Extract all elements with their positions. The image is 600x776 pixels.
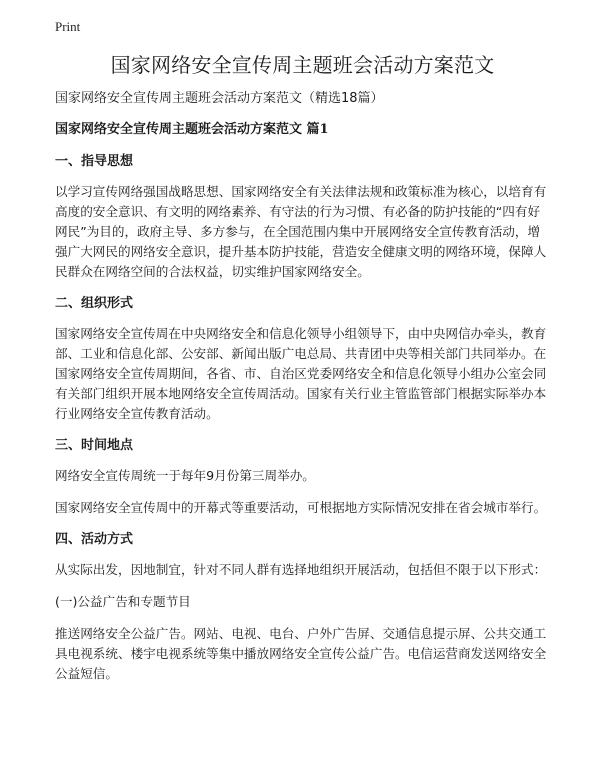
document-subtitle: 国家网络安全宣传周主题班会活动方案范文（精选18篇） — [55, 91, 384, 106]
section-activity-methods — [55, 530, 550, 684]
section-heading: 三、时间地点 — [55, 438, 134, 453]
section-paragraph: 国家网络安全宣传周中的开幕式等重要活动，可根据地方实际情况安排在省会城市举行。 — [55, 500, 547, 515]
section-organization — [55, 294, 550, 424]
print-link[interactable]: Print — [55, 19, 81, 34]
section-paragraph: 以学习宣传网络强国战略思想、国家网络安全有关法律法规和政策标准为核心，以培育有高度的安全意识、有文明的网络素养、有守法的行为习惯、有必备的防护技能的“四有好网民”为目的，政府主导、多方参与，在全国范围内集中开展网络安全宣传教育活动，增强广大网民的网络安全意识，提升基本防护技能，营造安全健康文明的网络环境，保障人民群众在网络空间的合法权益，切实维护国家网络安全。 — [55, 184, 547, 279]
document-page — [55, 50, 550, 696]
section-heading: 四、活动方式 — [55, 532, 134, 547]
section-paragraph: 从实际出发，因地制宜，针对不同人群有选择地组织开展活动，包括但不限于以下形式： — [55, 562, 547, 577]
article-title: 国家网络安全宣传周主题班会活动方案范文 篇1 — [55, 122, 329, 137]
subsection-heading: (一)公益广告和专题节目 — [55, 594, 191, 609]
section-heading: 二、组织形式 — [55, 296, 134, 311]
section-time-location — [55, 436, 550, 518]
section-paragraph: 网络安全宣传周统一于每年9月份第三周举办。 — [55, 468, 315, 483]
page-title: 国家网络安全宣传周主题班会活动方案范文 — [110, 53, 495, 77]
section-paragraph: 推送网络安全公益广告。网站、电视、电台、户外广告屏、交通信息提示屏、公共交通工具电视系统、楼宇电视系统等集中播放网络安全宣传公益广告。电信运营商发送网络安全公益短信。 — [55, 626, 547, 681]
section-heading: 一、指导思想 — [55, 154, 134, 169]
section-guiding-ideology — [55, 152, 550, 282]
section-paragraph: 国家网络安全宣传周在中央网络安全和信息化领导小组领导下，由中央网信办牵头，教育部、工业和信息化部、公安部、新闻出版广电总局、共青团中央等相关部门共同举办。在国家网络安全宣传周期间，各省、市、自治区党委网络安全和信息化领导小组办公室会同有关部门组织开展本地网络安全宣传周活动。国家有关行业主管监管部门根据实际举办本行业网络安全宣传教育活动。 — [55, 326, 547, 421]
